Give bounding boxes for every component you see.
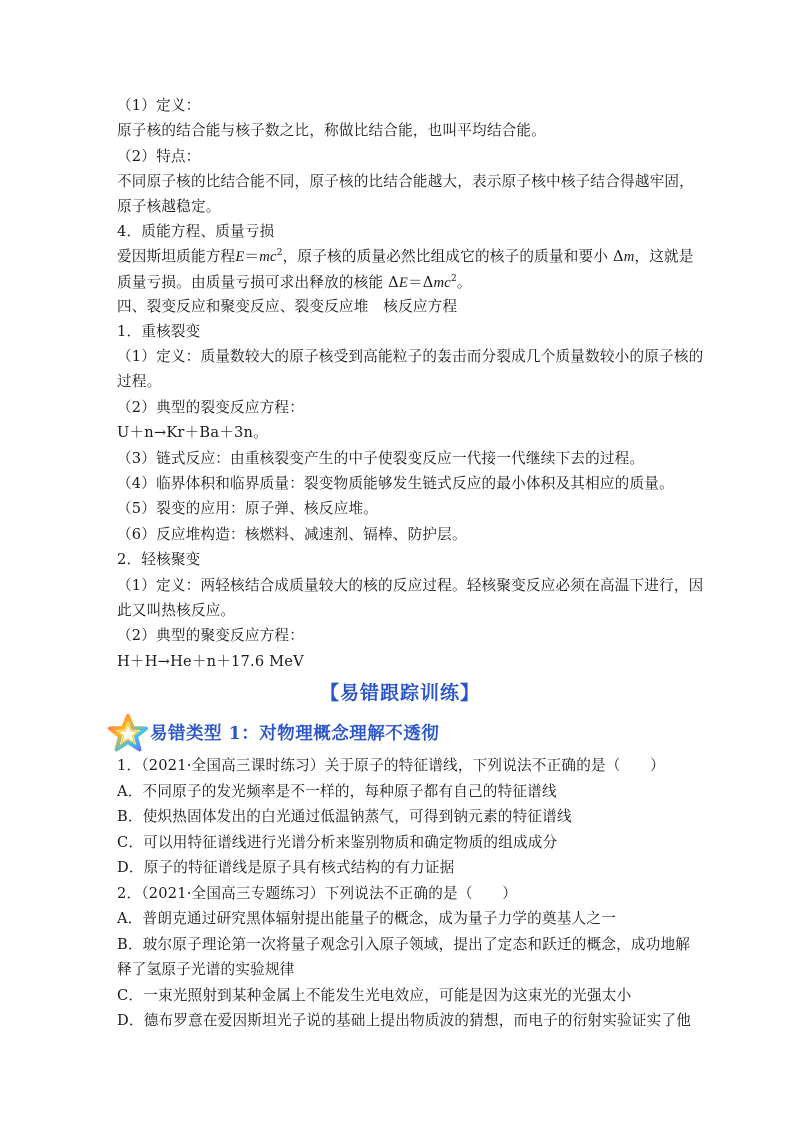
q1-stem: 1．（2021·全国高三课时练习）关于原子的特征谱线，下列说法不正确的是（ ）	[117, 757, 665, 774]
mass-energy-line-1: 爱因斯坦质能方程$E=mc^2$，原子核的质量必然比组成它的核子的质量和要小 Δm，这就是	[117, 248, 694, 265]
section-title: 【易错跟踪训练】	[319, 682, 480, 704]
fission-def-line-2: 过程。	[117, 373, 162, 390]
chain-reaction: （3）链式反应：由重核裂变产生的中子使裂变反应一代接一代继续下去的过程。	[117, 450, 645, 467]
heading-mass-energy: 4．质能方程、质量亏损	[117, 223, 275, 240]
q2-option-b-line-2: 释了氢原子光谱的实验规律	[117, 961, 295, 978]
fission-equation: U＋n→Kr＋Ba＋3n。	[117, 424, 268, 441]
fission-def-line-1: （1）定义：质量数较大的原子核受到高能粒子的轰击而分裂成几个质量数较小的原子核的	[117, 348, 704, 365]
feature-label: （2）特点：	[117, 148, 201, 165]
error-type-heading: 易错类型 1：对物理概念理解不透彻	[150, 724, 440, 744]
q2-option-d: D．德布罗意在爱因斯坦光子说的基础上提出物质波的猜想，而电子的衍射实验证实了他	[117, 1012, 692, 1029]
heading-heavy-fission: 1．重核裂变	[117, 323, 201, 340]
critical-mass: （4）临界体积和临界质量：裂变物质能够发生链式反应的最小体积及其相应的质量。	[117, 475, 674, 492]
fission-eq-label: （2）典型的裂变反应方程：	[117, 399, 305, 416]
def1-label: （1）定义：	[117, 97, 201, 114]
fusion-equation: H＋H→He＋n＋17.6 MeV	[117, 653, 304, 670]
q2-stem: 2．（2021·全国高三专题练习）下列说法不正确的是（ ）	[117, 885, 518, 902]
q2-option-a: A．普朗克通过研究黑体辐射提出能量子的概念，成为量子力学的奠基人之一	[117, 910, 616, 927]
mass-energy-line-2: 质量亏损。由质量亏损可求出释放的核能 ΔE＝Δmc$^2$。	[117, 274, 472, 291]
q1-option-d: D．原子的特征谱线是原子具有核式结构的有力证据	[117, 859, 455, 876]
feature-text-line-1: 不同原子核的比结合能不同，原子核的比结合能越大，表示原子核中核子结合得越牢固，	[117, 173, 694, 190]
q2-option-c: C．一束光照射到某种金属上不能发生光电效应，可能是因为这束光的光强太小	[117, 987, 632, 1004]
def1-text: 原子核的结合能与核子数之比，称做比结合能，也叫平均结合能。	[117, 122, 547, 139]
fusion-def-line-2: 此又叫热核反应。	[117, 602, 236, 619]
fission-application: （5）裂变的应用：原子弹、核反应堆。	[117, 500, 378, 517]
heading-section-iv: 四、裂变反应和聚变反应、裂变反应堆 核反应方程	[117, 298, 458, 315]
fusion-eq-label: （2）典型的聚变反应方程：	[117, 627, 305, 644]
reactor-structure: （6）反应堆构造：核燃料、减速剂、镉棒、防护层。	[117, 526, 467, 543]
feature-text-line-2: 原子核越稳定。	[117, 198, 221, 215]
q1-option-c: C．可以用特征谱线进行光谱分析来鉴别物质和确定物质的组成成分	[117, 834, 558, 851]
q2-option-b-line-1: B．玻尔原子理论第一次将量子观念引入原子领域，提出了定态和跃迁的概念，成功地解	[117, 936, 691, 953]
q1-option-a: A．不同原子的发光频率是不一样的，每种原子都有自己的特征谱线	[117, 783, 557, 800]
q1-option-b: B．使炽热固体发出的白光通过低温钠蒸气，可得到钠元素的特征谱线	[117, 808, 572, 825]
fusion-def-line-1: （1）定义：两轻核结合成质量较大的核的反应过程。轻核聚变反应必须在高温下进行，因	[117, 577, 704, 594]
heading-light-fusion: 2．轻核聚变	[117, 551, 201, 568]
star-icon	[108, 714, 148, 752]
